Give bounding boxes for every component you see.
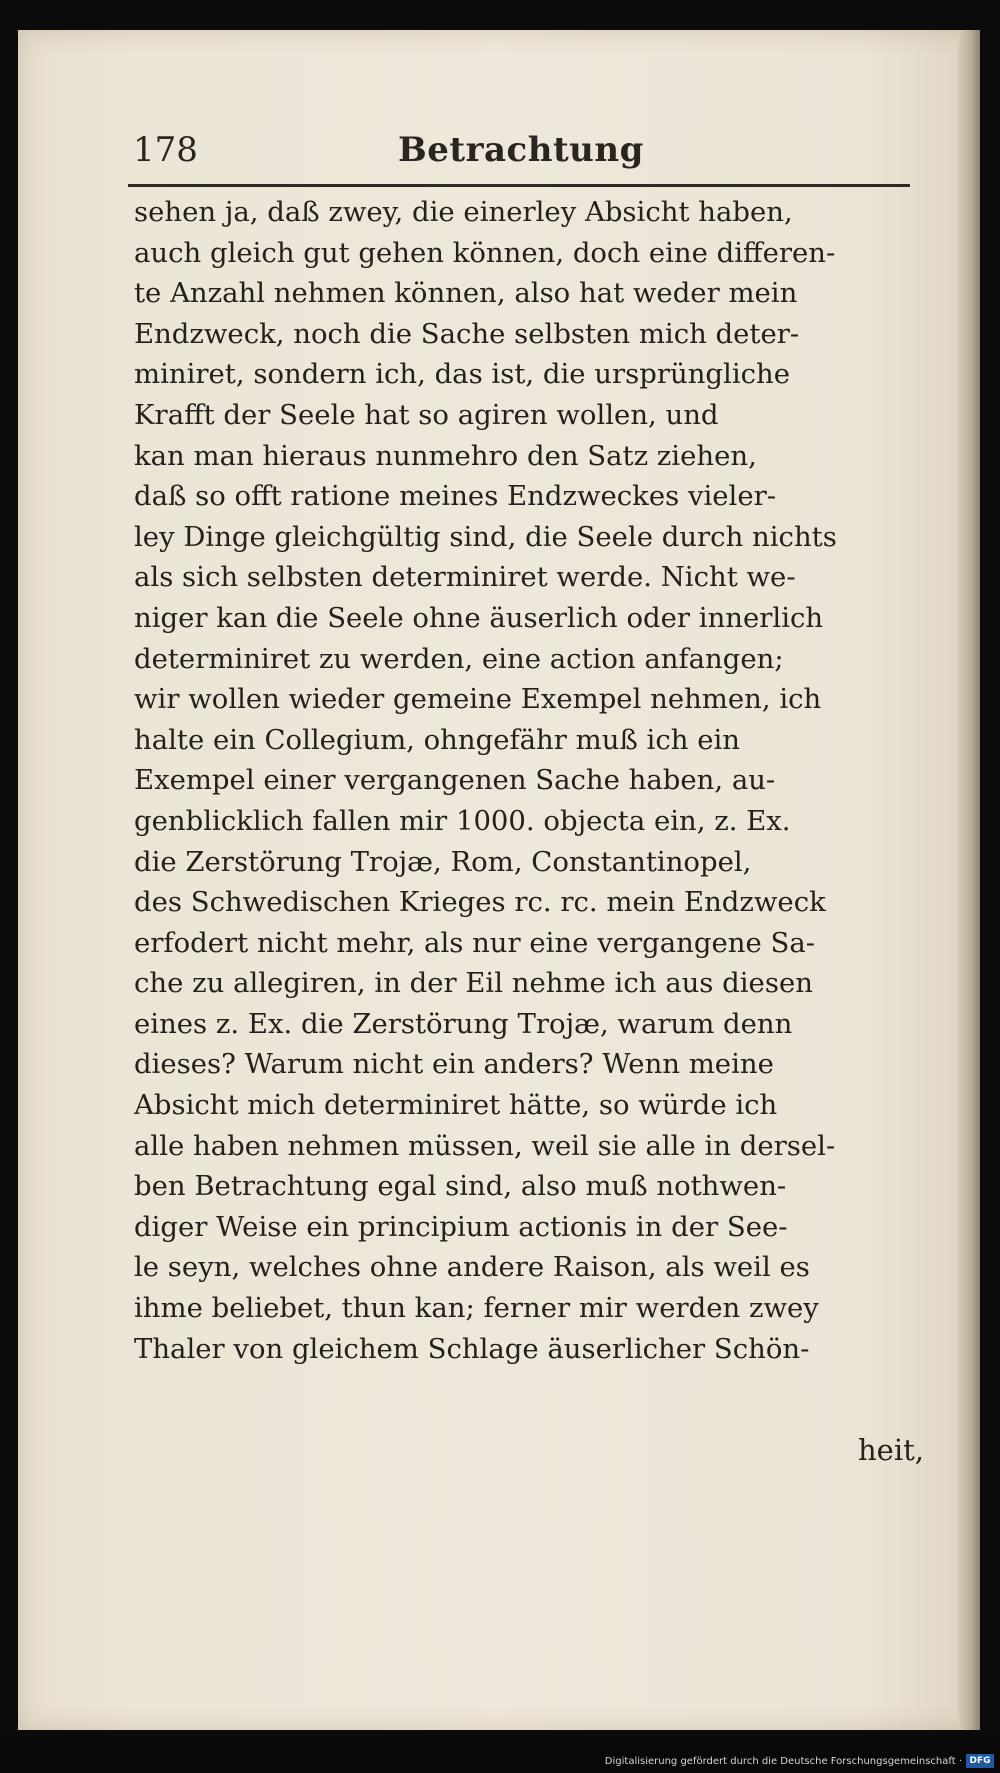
text-line: halte ein Collegium, ohngefähr muß ich ein <box>134 723 740 756</box>
page-header <box>133 130 913 180</box>
dfg-logo-icon: DFG <box>966 1754 994 1768</box>
text-line: kan man hieraus nunmehro den Satz ziehen, <box>134 439 757 472</box>
page-edge <box>958 30 980 1730</box>
text-line: Exempel einer vergangenen Sache haben, au- <box>134 764 776 797</box>
text-line: determiniret zu werden, eine action anfangen; <box>134 642 784 675</box>
text-line: wir wollen wieder gemeine Exempel nehmen, ich <box>134 683 822 716</box>
running-head: Betrachtung <box>398 130 644 170</box>
text-line: ley Dinge gleichgültig sind, die Seele durch nichts <box>134 520 837 553</box>
text-line: sehen ja, daß zwey, die einerley Absicht haben, <box>134 196 793 228</box>
text-line: Thaler von gleichem Schlage äuserlicher Schön- <box>134 1332 810 1365</box>
text-line: die Zerstörung Trojæ, Rom, Constantinopel, <box>134 845 752 878</box>
text-line: auch gleich gut gehen können, doch eine differen- <box>134 236 836 269</box>
text-line: ihme beliebet, thun kan; ferner mir werden zwey <box>134 1292 819 1325</box>
text-line: Krafft der Seele hat so agiren wollen, und <box>134 398 719 431</box>
text-line: miniret, sondern ich, das ist, die ursprüngliche <box>134 358 791 391</box>
catchword: heit, <box>858 1433 924 1467</box>
text-line: te Anzahl nehmen können, also hat weder mein <box>134 277 798 310</box>
text-line: dieses? Warum nicht ein anders? Wenn meine <box>134 1048 774 1081</box>
header-rule <box>128 184 910 187</box>
text-line: eines z. Ex. die Zerstörung Trojæ, warum denn <box>134 1007 793 1040</box>
text-line: genblicklich fallen mir 1000. objecta ein, z. Ex. <box>134 804 791 837</box>
text-line: alle haben nehmen müssen, weil sie alle in dersel- <box>134 1129 836 1162</box>
text-line: erfodert nicht mehr, als nur eine vergangene Sa- <box>134 926 816 959</box>
footer-bar <box>0 1737 1000 1773</box>
page-number: 178 <box>133 130 198 170</box>
text-line: che zu allegiren, in der Eil nehme ich aus diesen <box>134 967 813 1000</box>
text-line: le seyn, welches ohne andere Raison, als weil es <box>134 1251 810 1284</box>
text-line: daß so offt ratione meines Endzweckes vieler- <box>134 480 777 513</box>
funding-credit: Digitalisierung gefördert durch die Deutsche Forschungsgemeinschaft · <box>604 1756 962 1767</box>
text-line: niger kan die Seele ohne äuserlich oder innerlich <box>134 601 824 634</box>
body-text <box>134 192 924 1369</box>
text-line: Absicht mich determiniret hätte, so würde ich <box>134 1089 778 1122</box>
text-line: ben Betrachtung egal sind, also muß nothwen- <box>134 1170 787 1203</box>
text-line: des Schwedischen Krieges rc. rc. mein Endzweck <box>134 886 826 919</box>
text-line: diger Weise ein principium actionis in der See- <box>134 1210 788 1243</box>
text-line: Endzweck, noch die Sache selbsten mich deter- <box>134 317 800 350</box>
text-line: als sich selbsten determiniret werde. Nicht we- <box>134 561 796 594</box>
